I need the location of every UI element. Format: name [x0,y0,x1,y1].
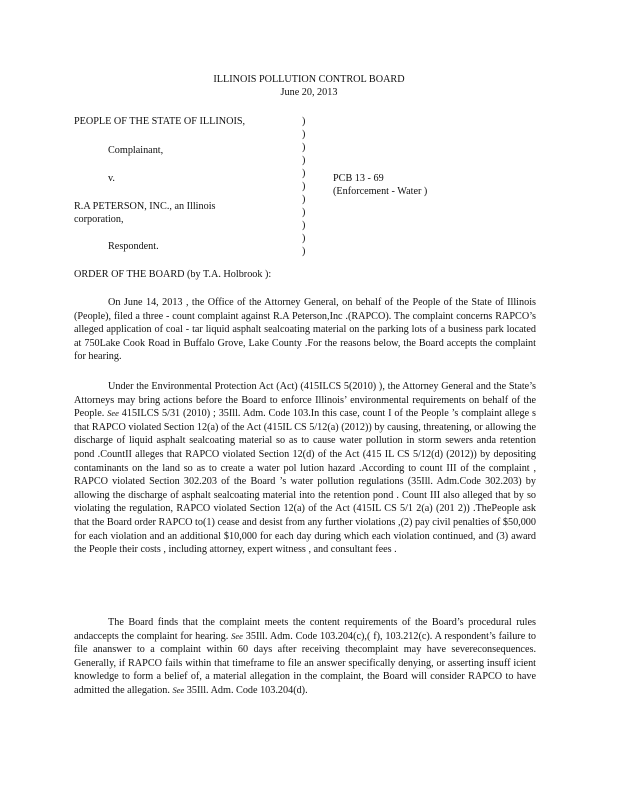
caption-paren: ) [302,194,306,205]
paragraph-2 [74,380,536,557]
paragraph-2-text-b: 415ILCS 5/31 (2010) ; 35Ill. Adm. Code 103.In this case, count I of the People ’s complaint allege s that RAPCO violated Section 12(a) of the Act (415IL CS 5/12(a) (2012)) by causing, threatening, or allowing the discharge of liquid asphalt sealcoating material so as to cause water pollution in storm sewers anda retention pond .CountII alleges that RAPCO violated Section 12(d) of the Act (415 IL CS 5/12(d) (2012)) by depositing contaminants on the land so as to create a water pol lution hazard .According to count III of the complaint , RAPCO violated Section 302.203 of the Board ’s water pollution regulations (35Ill. Adm.Code 302.203) by allowing the discharge of asphalt sealcoating material into the retention pond . Count III also alleged that by so violating the regulation, RAPCO violated Section 12(a) of the Act (415IL CS 5/1 2(a) (201 2)) .ThePeople ask that the Board order RAPCO to(1) cease and desist from any further violations ,(2) pay civil penalties of $50,000 for each violation and an additional $10,000 for each day during which each violation continued, and (3) award the People their costs , including attorney, expert witness , and consultant fees . [74,408,536,556]
see-signal: See [107,408,119,419]
caption-paren: ) [302,155,306,166]
paragraph-3-text-c: 35Ill. Adm. Code 103.204(d). [184,684,308,696]
paragraph-1: On June 14, 2013 , the Office of the Attorney General, on behalf of the People of the State of Illinois (People), filed a three - count complaint against R.A Peterson,Inc .(RAPCO). The complaint concerns RAPCO’s alleged application of coal - tar liquid asphalt sealcoating material on the parking lots of a business park located at 750Lake Cook Road in Buffalo Grove, Lake County .For the reasons below, the Board accepts the complaint for hearing. [74,297,536,363]
caption-paren: ) [302,246,306,257]
caption-plaintiff: PEOPLE OF THE STATE OF ILLINOIS, [74,116,246,127]
caption-paren: ) [302,116,306,127]
paragraph-2-text-a: Under the Environmental Protection Act (Act) (415ILCS 5(2010) ), the Attorney General and the State’s Attorneys may bring actions before the Board to enforce Illinois’ environmental requirements on behalf of the People. [74,381,536,420]
see-signal: See [231,630,243,641]
case-type: (Enforcement - Water ) [333,186,428,197]
caption-defendant-line2: corporation, [74,214,124,225]
order-line: ORDER OF THE BOARD (by T.A. Holbrook ): [74,269,272,280]
order-date: June 20, 2013 [280,87,338,98]
paragraph-3 [74,616,536,698]
caption-paren: ) [302,181,306,192]
board-title: ILLINOIS POLLUTION CONTROL BOARD [213,74,405,85]
caption-paren: ) [302,168,306,179]
caption-paren: ) [302,207,306,218]
paragraph-3-text-b: 35Ill. Adm. Code 103.204(c),( f), 103.212(c). A respondent’s failure to file ananswer to a complaint within 60 days after receiving thecomplaint may have severeconsequences. Generally, if RAPCO fails within that timeframe to file an answer specifically denying, or asserting insuff icient knowledge to form a belief of, a material allegation in the complaint, the Board will consider RAPCO to have admitted the allegation. [74,630,536,696]
caption-complainant: Complainant, [108,145,164,156]
caption-respondent: Respondent. [108,241,159,252]
caption-paren-column [302,115,305,258]
caption-paren: ) [302,233,306,244]
see-signal: See [172,684,185,695]
paragraph-3-text-a: The Board finds that the complaint meets the content requirements of the Board’s procedural rules andaccepts the complaint for hearing. [74,617,536,642]
caption-defendant-line1: R.A PETERSON, INC., an Illinois [74,201,216,212]
caption-paren: ) [302,220,306,231]
caption-paren: ) [302,142,306,153]
caption-paren: ) [302,129,306,140]
case-number: PCB 13 - 69 [333,173,384,184]
caption-versus: v. [108,173,115,184]
